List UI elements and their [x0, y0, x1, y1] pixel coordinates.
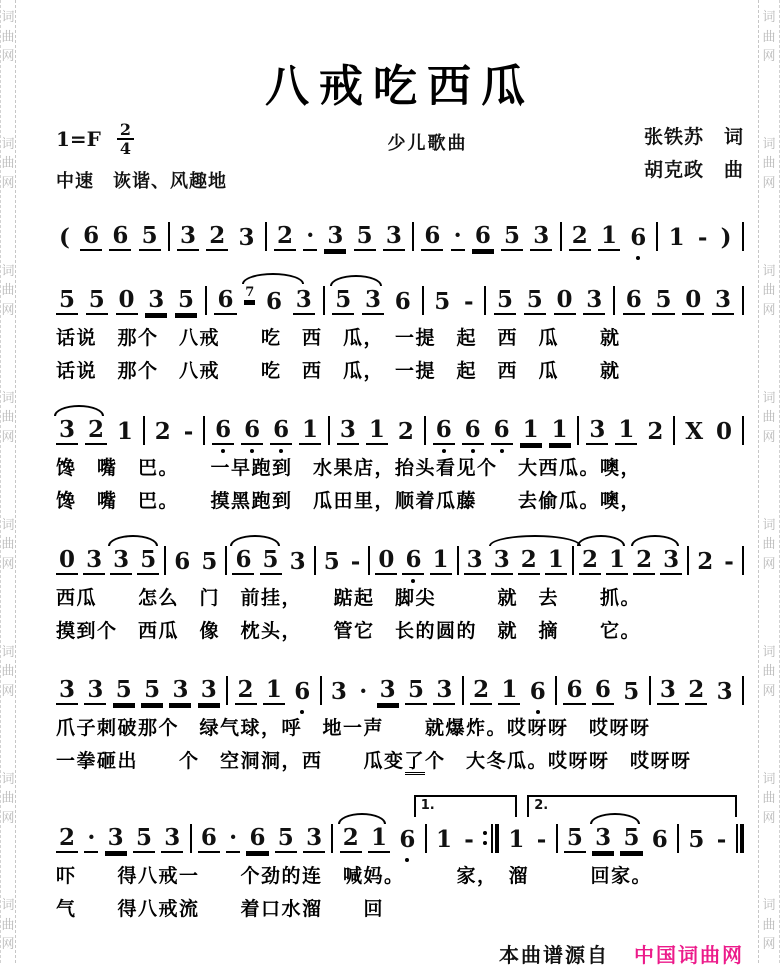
meta-left — [56, 121, 281, 193]
note: 2 — [518, 548, 540, 575]
note: 6 — [246, 826, 268, 853]
watermark-text: 词 曲 网 — [1, 10, 15, 64]
note: 0 — [375, 548, 397, 575]
note: 2 — [85, 418, 107, 445]
note: 2 — [235, 678, 257, 705]
notes-row — [56, 791, 744, 853]
barline — [457, 546, 459, 575]
source-site: 中国词曲网 — [634, 942, 744, 967]
note: 1 — [263, 678, 285, 705]
note: 5 — [201, 547, 218, 575]
note: 6 — [270, 418, 292, 445]
notation-area — [56, 207, 744, 919]
note: 3 — [337, 418, 359, 445]
note: - — [724, 547, 734, 575]
lyrics-row — [56, 897, 744, 920]
note: 6 — [623, 288, 645, 315]
barline — [742, 676, 744, 705]
watermark-text: 词 曲 网 — [1, 263, 15, 318]
sheet-music-page — [56, 0, 744, 968]
note: 5 — [620, 826, 642, 853]
note: · — [226, 826, 240, 853]
note: 5 — [86, 288, 108, 315]
note: 5 — [652, 288, 674, 315]
note: · — [303, 224, 317, 251]
note: 5 — [623, 677, 640, 705]
note: ( — [59, 223, 70, 251]
lyricist-credit: 张铁苏 词 — [643, 125, 744, 148]
watermark-text: 词 曲 网 — [762, 263, 776, 318]
note: - — [464, 825, 474, 853]
note: 2 — [633, 548, 655, 575]
watermark-text: 词 曲 网 — [1, 517, 15, 572]
lyric-segment: 西瓜 怎么 门 前挂， 踮起 脚尖 就 去 抓。 — [56, 586, 642, 609]
note: 6 — [433, 418, 455, 445]
note: 0 — [682, 288, 704, 315]
note: 3 — [110, 548, 132, 575]
note: 3 — [583, 288, 605, 315]
note: 1 — [366, 418, 388, 445]
watermark-text: 词 曲 网 — [1, 644, 15, 699]
music-line — [56, 207, 744, 251]
note: 5 — [260, 548, 282, 575]
note: 3 — [324, 224, 346, 251]
barline — [742, 286, 744, 315]
note: 3 — [712, 288, 734, 315]
barline — [205, 286, 207, 315]
note: 5 — [139, 224, 161, 251]
note: 6 — [421, 224, 443, 251]
barline — [328, 416, 330, 445]
note: - — [536, 825, 547, 853]
note: 1 — [549, 418, 571, 445]
note: 5 — [56, 288, 78, 315]
watermark-text: 词 曲 网 — [762, 771, 776, 826]
note: 6 — [174, 547, 191, 575]
barline — [422, 286, 424, 315]
tempo-marking: 中速 诙谐、风趣地 — [56, 170, 227, 192]
lyric-segment: 馋 嘴 巴。 摸黑跑到 瓜田里，顺着瓜藤 去偷瓜。噢， — [56, 489, 642, 512]
slur-arc — [230, 535, 280, 546]
note: 6 — [109, 224, 131, 251]
time-signature-numerator: 2 — [119, 119, 132, 139]
note: 2 — [56, 826, 78, 853]
slur-arc — [631, 535, 679, 546]
note: 1 — [299, 418, 321, 445]
note: 5 — [133, 826, 155, 853]
music-line — [56, 531, 744, 641]
note: 2 — [579, 548, 601, 575]
music-line — [56, 271, 744, 381]
note: 5 — [524, 288, 546, 315]
note: · — [451, 224, 465, 251]
note: 6 — [396, 828, 418, 853]
note: 3 — [491, 548, 513, 575]
note: 0 — [56, 548, 78, 575]
music-line — [56, 791, 744, 919]
lyric-segment: 话说 那个 八戒 吃 西 瓜， 一提 起 西 瓜 就 — [56, 359, 621, 382]
note: 3 — [586, 418, 608, 445]
note: 3 — [198, 678, 220, 705]
note: 6 — [214, 288, 236, 315]
notes-row — [56, 207, 744, 251]
lyric-segment: 一拳砸出 个 空洞洞，西 瓜变 — [56, 749, 405, 772]
barline — [462, 676, 464, 705]
watermark-text: 词 曲 网 — [762, 136, 776, 191]
note: 1 — [520, 418, 542, 445]
lyric-segment: 话说 那个 八戒 吃 西 瓜， 一提 起 西 瓜 就 — [56, 326, 621, 349]
barline — [320, 676, 322, 705]
note: 3 — [84, 678, 106, 705]
note: 5 — [175, 288, 197, 315]
note: 6 — [232, 548, 254, 575]
note: 1 — [435, 825, 452, 853]
watermark-text: 词 曲 网 — [762, 644, 776, 699]
barline — [424, 416, 426, 445]
note: 2 — [397, 417, 414, 445]
barline — [656, 222, 658, 251]
barline — [226, 676, 228, 705]
note: 5 — [323, 547, 340, 575]
grace-note: 7 — [244, 286, 255, 302]
barline — [673, 416, 675, 445]
page-title: 八戒吃西瓜 — [265, 61, 535, 112]
music-line — [56, 401, 744, 511]
watermark-text: 词 曲 网 — [1, 136, 15, 191]
note: 6 — [527, 680, 549, 705]
note: 3 — [716, 677, 733, 705]
barline — [556, 824, 558, 853]
note: 6 — [266, 287, 283, 315]
source-label: 本曲谱源自 — [499, 942, 610, 967]
note: - — [716, 825, 727, 853]
note: 6 — [198, 826, 220, 853]
note: · — [359, 677, 368, 705]
note: 5 — [332, 288, 354, 315]
barline — [484, 286, 486, 315]
note: - — [463, 287, 474, 315]
lyric-segment: 摸到个 西瓜 像 枕头， 管它 长的圆的 就 摘 它。 — [56, 619, 642, 642]
note: 6 — [627, 226, 649, 251]
note: 6 — [212, 418, 234, 445]
note: 3 — [433, 678, 455, 705]
note: 5 — [275, 826, 297, 853]
key-label: 1=F — [56, 127, 101, 152]
note: 3 — [657, 678, 679, 705]
barline — [164, 546, 166, 575]
lyrics-row — [56, 864, 744, 887]
note: 6 — [291, 680, 313, 705]
watermark-text: 词 曲 网 — [1, 898, 15, 953]
subtitle: 少儿歌曲 — [387, 132, 468, 154]
barline — [412, 222, 414, 251]
note: 1 — [606, 548, 628, 575]
note: 5 — [113, 678, 135, 705]
note: 1 — [545, 548, 567, 575]
note: 3 — [303, 826, 325, 853]
barline — [168, 222, 170, 251]
barline — [742, 416, 744, 445]
note: 2 — [206, 224, 228, 251]
note: 1 — [498, 678, 520, 705]
slur-arc — [242, 273, 304, 284]
lyrics-row — [56, 489, 744, 512]
note: 3 — [177, 224, 199, 251]
note: 3 — [592, 826, 614, 853]
note: 1 — [116, 417, 133, 445]
note: 5 — [564, 826, 586, 853]
slur-arc — [54, 405, 104, 416]
note: 3 — [169, 678, 191, 705]
note: 0 — [116, 288, 138, 315]
note: 0 — [716, 417, 733, 445]
barline — [742, 222, 744, 251]
note: 1 — [508, 825, 525, 853]
note: 3 — [530, 224, 552, 251]
note: 5 — [494, 288, 516, 315]
note: 3 — [289, 547, 306, 575]
note: 6 — [394, 287, 411, 315]
final-barline — [736, 824, 744, 853]
volta-bracket: 2. — [527, 795, 737, 817]
note: 1 — [615, 418, 637, 445]
barline — [265, 222, 267, 251]
note: - — [350, 547, 361, 575]
note: 6 — [592, 678, 614, 705]
lyrics-row — [56, 456, 744, 479]
notes-row — [56, 531, 744, 575]
note: 3 — [362, 288, 384, 315]
note: 3 — [383, 224, 405, 251]
barline — [323, 286, 325, 315]
note: 6 — [241, 418, 263, 445]
lyric-segment: 吓 得八戒一 个劲的连 喊妈。 家， 溜 回家。 — [56, 864, 653, 887]
note: 3 — [464, 548, 486, 575]
lyric-segment: 个 大冬瓜。哎呀呀 哎呀呀 — [425, 749, 692, 772]
watermark-text: 词 曲 网 — [762, 517, 776, 572]
meta-row — [56, 121, 744, 193]
key-signature — [56, 121, 281, 158]
note: 3 — [293, 288, 315, 315]
note: 6 — [462, 418, 484, 445]
barline — [368, 546, 370, 575]
time-signature — [117, 121, 134, 158]
repeat-barline — [483, 824, 499, 853]
note: 3 — [105, 826, 127, 853]
slur-arc — [338, 813, 386, 824]
note: - — [697, 223, 708, 251]
note: 6 — [651, 825, 668, 853]
time-signature-denominator: 4 — [117, 138, 134, 158]
note: 3 — [330, 677, 347, 705]
barline — [649, 676, 651, 705]
note: 3 — [161, 826, 183, 853]
barline — [190, 824, 192, 853]
lyrics-row — [56, 359, 744, 382]
note: 2 — [154, 417, 171, 445]
barline — [560, 222, 562, 251]
note: 2 — [685, 678, 707, 705]
note: 6 — [472, 224, 494, 251]
note: · — [84, 826, 98, 853]
barline — [572, 546, 574, 575]
lyric-segment: 气 得八戒流 着口水溜 回 — [56, 897, 385, 920]
note: 1 — [430, 548, 452, 575]
watermark-text: 词 曲 网 — [762, 898, 776, 953]
note: X — [685, 417, 704, 445]
note: 2 — [340, 826, 362, 853]
watermark-text: 词 曲 网 — [1, 390, 15, 445]
note: 3 — [660, 548, 682, 575]
note: 3 — [238, 223, 255, 251]
note: 0 — [554, 288, 576, 315]
lyrics-row — [56, 716, 744, 739]
note: 1 — [598, 224, 620, 251]
slur-arc — [108, 535, 158, 546]
note: 5 — [354, 224, 376, 251]
note: 2 — [470, 678, 492, 705]
note: 5 — [137, 548, 159, 575]
note: 6 — [563, 678, 585, 705]
note: 5 — [501, 224, 523, 251]
lyrics-row — [56, 326, 744, 349]
note: 2 — [647, 417, 664, 445]
volta-bracket: 1. — [414, 795, 517, 817]
barline — [613, 286, 615, 315]
barline — [577, 416, 579, 445]
watermark-text: 词 曲 网 — [762, 390, 776, 445]
barline — [742, 546, 744, 575]
notes-row — [56, 401, 744, 445]
watermark-right — [758, 0, 780, 963]
notes-row — [56, 661, 744, 705]
note: ) — [720, 223, 732, 251]
note: - — [183, 417, 194, 445]
lyric-segment: 爪子刺破那个 绿气球，呼 地一声 就爆炸。哎呀呀 哎呀呀 — [56, 716, 651, 739]
watermark-text: 词 曲 网 — [762, 10, 776, 64]
note: 3 — [145, 288, 167, 315]
note: 3 — [56, 418, 78, 445]
note: 5 — [688, 825, 705, 853]
note: 3 — [56, 678, 78, 705]
credits — [574, 121, 744, 188]
barline — [314, 546, 316, 575]
slur-arc — [577, 535, 625, 546]
note: 2 — [697, 547, 714, 575]
lyrics-row — [56, 619, 744, 642]
lyric-segment: 馋 嘴 巴。 一早跑到 水果店，抬头看见个 大西瓜。噢， — [56, 456, 642, 479]
note: 3 — [83, 548, 105, 575]
lyrics-row — [56, 749, 744, 772]
watermark-left — [0, 0, 16, 963]
barline — [331, 824, 333, 853]
note: 3 — [377, 678, 399, 705]
note: 6 — [491, 418, 513, 445]
barline — [555, 676, 557, 705]
note: 6 — [80, 224, 102, 251]
slur-arc — [330, 275, 382, 286]
barline — [677, 824, 679, 853]
lyrics-row — [56, 586, 744, 609]
slur-arc — [489, 535, 581, 546]
barline — [203, 416, 205, 445]
note: 2 — [274, 224, 296, 251]
note: 5 — [405, 678, 427, 705]
lyric-segment: 了 — [405, 750, 426, 775]
watermark-text: 词 曲 网 — [1, 771, 15, 826]
note: 5 — [141, 678, 163, 705]
note: 2 — [569, 224, 591, 251]
footer — [56, 939, 744, 968]
composer-credit: 胡克政 曲 — [643, 158, 744, 181]
barline — [687, 546, 689, 575]
barline — [425, 824, 427, 853]
barline — [143, 416, 145, 445]
note: 5 — [434, 287, 451, 315]
music-line — [56, 661, 744, 771]
note: 6 — [402, 548, 424, 575]
barline — [225, 546, 227, 575]
note: 1 — [668, 223, 685, 251]
note: 1 — [368, 826, 390, 853]
notes-row — [56, 271, 744, 315]
